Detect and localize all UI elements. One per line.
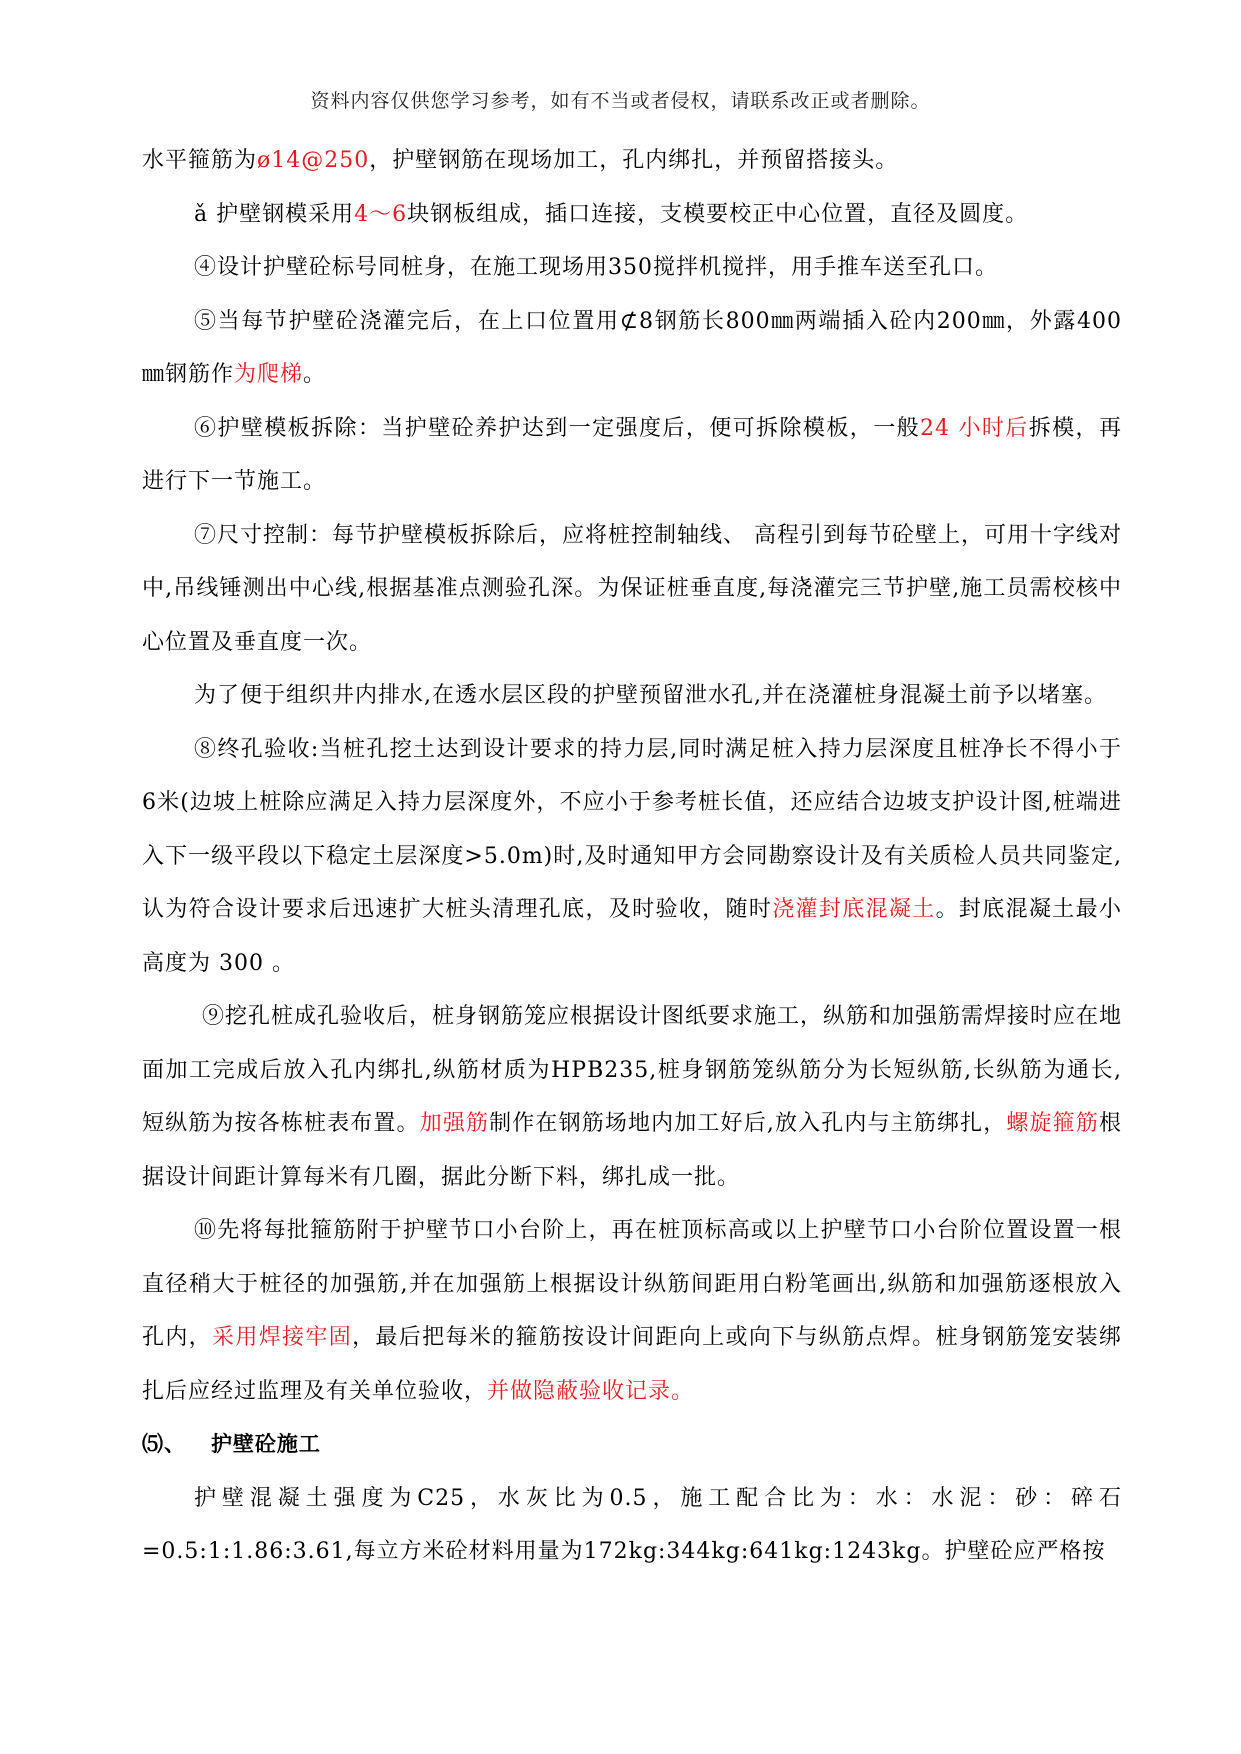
paragraph-7: 为了便于组织井内排水,在透水层区段的护壁预留泄水孔,并在浇灌桩身混凝土前予以堵塞。 <box>194 683 1107 708</box>
paragraph-3: ④设计护壁砼标号同桩身，在施工现场用350搅拌机搅拌，用手推车送至孔口。 <box>194 255 998 280</box>
paragraph-10: ⑩先将每批箍筋附于护壁节口小台阶上，再在桩顶标高或以上护壁节口小台阶位置设置一根直径稍大于桩径的加强筋,并在加强筋上根据设计纵筋间距用白粉笔画出,纵筋和加强筋逐根放入孔内，采用焊接牢固，最后把每米的箍筋按设计间距向上或向下与纵筋点焊。桩身钢筋笼安装绑扎后应经过监理及有关单位验收，并做隐蔽验收记录。 <box>142 1218 1122 1404</box>
section-number: ⑸、 <box>142 1432 186 1456</box>
highlight-text: 并做隐蔽验收记录。 <box>487 1378 695 1404</box>
paragraph-1: 水平箍筋为ø14@250，护壁钢筋在现场加工，孔内绑扎，并预留搭接头。 <box>142 148 899 173</box>
paragraph-5: ⑥护壁模板拆除：当护壁砼养护达到一定强度后，便可拆除模板，一般24 小时后拆模，再进行下一节施工。 <box>142 415 1122 494</box>
highlight-text: 加强筋 <box>419 1111 490 1136</box>
paragraph-4: ⑤当每节护壁砼浇灌完后，在上口位置用⊄8钢筋长800㎜两端插入砼内200㎜，外露400㎜钢筋作为爬梯。 <box>142 308 1122 387</box>
paragraph-8: ⑧终孔验收:当桩孔挖土达到设计要求的持力层,同时满足桩入持力层深度且桩净长不得小于6米(边坡上桩除应满足入持力层深度外，不应小于参考桩长值，还应结合边坡支护设计图,桩端进入下一级平段以下稳定土层深度>5.0m)时,及时通知甲方会同勘察设计及有关质检人员共同鉴定,认为符合设计要求后迅速扩大桩头清理孔底，及时验收，随时浇灌封底混凝土。封底混凝土最小高度为 300 。 <box>142 736 1122 976</box>
highlight-text: 采用焊接牢固 <box>212 1325 353 1350</box>
document-body <box>142 134 1122 1579</box>
highlight-text: 螺旋箍筋 <box>1006 1111 1099 1136</box>
highlight-text: 24 小时后 <box>920 415 1029 441</box>
highlight-text: 浇灌封底混凝土 <box>772 897 936 922</box>
highlight-text: ø14@250 <box>257 148 370 173</box>
section-title: 护壁砼施工 <box>210 1432 321 1456</box>
paragraph-9: ⑨挖孔桩成孔验收后，桩身钢筋笼应根据设计图纸要求施工，纵筋和加强筋需焊接时应在地面加工完成后放入孔内绑扎,纵筋材质为HPB235,桩身钢筋笼纵筋分为长短纵筋,长纵筋为通长,短纵筋为按各栋桩表布置。加强筋制作在钢筋场地内加工好后,放入孔内与主筋绑扎，螺旋箍筋根据设计间距计算每米有几圈，据此分断下料，绑扎成一批。 <box>142 1004 1123 1190</box>
section-heading <box>142 1418 1122 1472</box>
paragraph-6: ⑦尺寸控制：每节护壁模板拆除后，应将桩控制轴线、 高程引到每节砼壁上，可用十字线对中,吊线锤测出中心线,根据基准点测验孔深。为保证桩垂直度,每浇灌完三节护壁,施工员需校核中心位置及垂直度一次。 <box>142 522 1122 655</box>
paragraph-2: ǎ 护壁钢模采用4～6块钢板组成，插口连接，支模要校正中心位置，直径及圆度。 <box>194 201 1029 227</box>
paragraph-11: 护壁混凝土强度为C25，水灰比为0.5，施工配合比为：水：水泥：砂：碎石=0.5:1:1.86:3.61,每立方米砼材料用量为172kg:344kg:641kg:1243kg。护壁砼应严格按 <box>142 1485 1122 1564</box>
highlight-text: 4～6 <box>354 201 408 227</box>
page-header-note: 资料内容仅供您学习参考，如有不当或者侵权，请联系改正或者删除。 <box>310 90 931 112</box>
highlight-text: 为爬梯 <box>234 362 304 387</box>
